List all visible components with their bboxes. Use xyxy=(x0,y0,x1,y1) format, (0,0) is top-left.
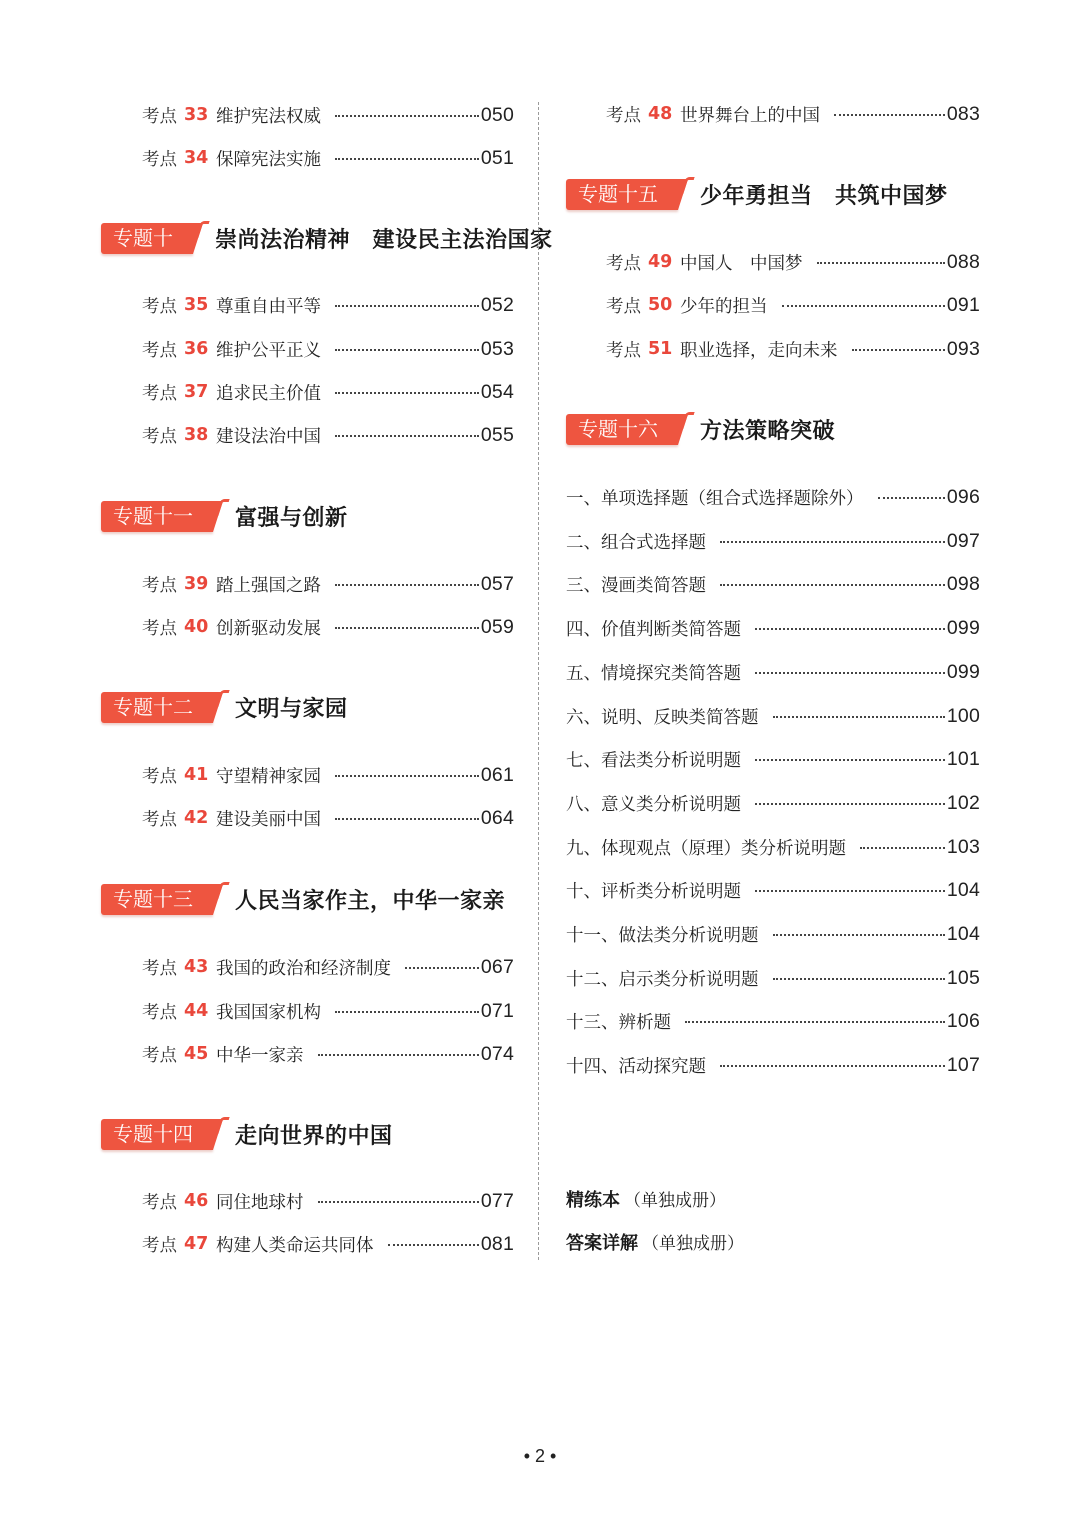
entry-label: 考点 xyxy=(142,575,177,596)
method-title: 九、体现观点（原理）类分析说明题 xyxy=(566,838,846,859)
toc-entry[interactable] xyxy=(606,247,980,277)
dot-leader xyxy=(773,934,945,936)
method-entry[interactable] xyxy=(566,657,980,687)
dot-leader xyxy=(720,541,945,543)
topic-header xyxy=(101,499,348,533)
booklet-entry[interactable] xyxy=(566,1229,744,1255)
entry-title: 职业选择，走向未来 xyxy=(680,340,838,361)
method-entry[interactable] xyxy=(566,613,980,643)
method-page: 097 xyxy=(946,529,980,552)
dot-leader xyxy=(405,967,479,969)
topic-badge xyxy=(101,692,213,723)
method-entry[interactable] xyxy=(566,526,980,556)
entry-number: 35 xyxy=(184,295,209,315)
entry-number: 37 xyxy=(184,382,209,402)
method-title: 十二、启示类分析说明题 xyxy=(566,969,759,990)
topic-badge-label: 专题十六 xyxy=(578,416,658,441)
topic-title: 文明与家园 xyxy=(235,696,348,722)
entry-title: 构建人类命运共同体 xyxy=(216,1235,374,1256)
method-page: 102 xyxy=(946,791,980,814)
entry-title: 保障宪法实施 xyxy=(216,149,321,170)
entry-number: 47 xyxy=(184,1234,209,1254)
topic-title: 人民当家作主，中华一家亲 xyxy=(235,888,506,914)
topic-header xyxy=(101,690,348,724)
method-page: 098 xyxy=(946,572,980,595)
entry-page: 061 xyxy=(480,763,514,786)
entry-number: 42 xyxy=(184,808,209,828)
entry-title: 建设法治中国 xyxy=(216,426,321,447)
toc-entry[interactable] xyxy=(142,612,514,642)
toc-entry[interactable] xyxy=(142,143,514,173)
topic-badge-label: 专题十二 xyxy=(113,694,193,719)
entry-label: 考点 xyxy=(606,253,641,274)
method-entry[interactable] xyxy=(566,919,980,949)
entry-page: 088 xyxy=(946,250,980,273)
toc-entry[interactable] xyxy=(142,1039,514,1069)
entry-page: 052 xyxy=(480,293,514,316)
dot-leader xyxy=(335,392,479,394)
entry-page: 081 xyxy=(480,1232,514,1255)
entry-title: 维护公平正义 xyxy=(216,340,321,361)
toc-entry[interactable] xyxy=(142,377,514,407)
entry-number: 38 xyxy=(184,425,209,445)
entry-number: 43 xyxy=(184,957,209,977)
entry-label: 考点 xyxy=(142,1045,177,1066)
topic-badge xyxy=(566,179,678,210)
dot-leader xyxy=(773,716,945,718)
entry-title: 创新驱动发展 xyxy=(216,618,321,639)
dot-leader xyxy=(335,775,479,777)
entry-label: 考点 xyxy=(142,383,177,404)
dot-leader xyxy=(335,818,479,820)
method-title: 八、意义类分析说明题 xyxy=(566,794,741,815)
dot-leader xyxy=(852,349,945,351)
entry-number: 44 xyxy=(184,1001,209,1021)
badge-corner-mark xyxy=(680,177,695,194)
topic-badge xyxy=(101,884,213,915)
method-page: 106 xyxy=(946,1009,980,1032)
entry-label: 考点 xyxy=(606,105,641,126)
entry-label: 考点 xyxy=(142,1192,177,1213)
entry-number: 40 xyxy=(184,617,209,637)
dot-leader xyxy=(755,628,945,630)
booklet-note: （单独成册） xyxy=(624,1191,726,1211)
method-page: 096 xyxy=(946,485,980,508)
booklet-title: 答案详解 xyxy=(566,1233,638,1254)
entry-page: 083 xyxy=(946,102,980,125)
page-number: • 2 • xyxy=(523,1446,557,1466)
topic-badge xyxy=(566,414,678,445)
entry-label: 考点 xyxy=(142,958,177,979)
entry-page: 055 xyxy=(480,423,514,446)
entry-label: 考点 xyxy=(142,766,177,787)
entry-number: 45 xyxy=(184,1044,209,1064)
topic-title: 走向世界的中国 xyxy=(235,1123,393,1149)
topic-header xyxy=(566,412,835,446)
dot-leader xyxy=(685,1021,945,1023)
topic-badge xyxy=(101,223,193,254)
method-title: 四、价值判断类简答题 xyxy=(566,619,741,640)
entry-title: 少年的担当 xyxy=(680,296,768,317)
method-page: 107 xyxy=(946,1053,980,1076)
dot-leader xyxy=(755,890,945,892)
method-page: 105 xyxy=(946,966,980,989)
entry-title: 我国的政治和经济制度 xyxy=(216,958,391,979)
topic-badge-label: 专题十 xyxy=(113,225,173,250)
topic-badge-label: 专题十五 xyxy=(578,181,658,206)
method-title: 十、评析类分析说明题 xyxy=(566,881,741,902)
entry-page: 051 xyxy=(480,146,514,169)
entry-page: 054 xyxy=(480,380,514,403)
dot-leader xyxy=(755,803,945,805)
method-page: 099 xyxy=(946,660,980,683)
method-entry[interactable] xyxy=(566,963,980,993)
entry-title: 守望精神家园 xyxy=(216,766,321,787)
badge-corner-mark xyxy=(215,882,230,899)
entry-label: 考点 xyxy=(142,1235,177,1256)
entry-number: 51 xyxy=(648,339,673,359)
dot-leader xyxy=(335,349,479,351)
topic-header xyxy=(101,1117,393,1151)
entry-label: 考点 xyxy=(142,149,177,170)
dot-leader xyxy=(817,262,945,264)
entry-label: 考点 xyxy=(142,296,177,317)
dot-leader xyxy=(720,584,945,586)
entry-title: 世界舞台上的中国 xyxy=(680,105,820,126)
entry-number: 49 xyxy=(648,252,673,272)
dot-leader xyxy=(335,115,479,117)
entry-label: 考点 xyxy=(142,340,177,361)
method-page: 099 xyxy=(946,616,980,639)
booklet-entry[interactable] xyxy=(566,1186,726,1212)
method-title: 六、说明、反映类简答题 xyxy=(566,707,759,728)
toc-entry[interactable] xyxy=(142,420,514,450)
method-title: 二、组合式选择题 xyxy=(566,532,706,553)
toc-entry[interactable] xyxy=(142,952,514,982)
dot-leader xyxy=(773,978,945,980)
entry-title: 中国人 中国梦 xyxy=(680,253,803,274)
entry-number: 34 xyxy=(184,148,209,168)
toc-entry[interactable] xyxy=(606,334,980,364)
topic-title: 方法策略突破 xyxy=(700,418,836,444)
topic-title: 富强与创新 xyxy=(235,505,348,531)
badge-corner-mark xyxy=(195,221,210,238)
booklet-note: （单独成册） xyxy=(642,1234,744,1254)
dot-leader xyxy=(335,627,479,629)
method-page: 100 xyxy=(946,704,980,727)
entry-title: 维护宪法权威 xyxy=(216,106,321,127)
entry-title: 尊重自由平等 xyxy=(216,296,321,317)
method-page: 101 xyxy=(946,747,980,770)
method-entry[interactable] xyxy=(566,788,980,818)
method-title: 十四、活动探究题 xyxy=(566,1056,706,1077)
entry-label: 考点 xyxy=(606,296,641,317)
entry-page: 050 xyxy=(480,103,514,126)
method-title: 十三、辨析题 xyxy=(566,1012,671,1033)
toc-entry[interactable] xyxy=(142,1186,514,1216)
topic-badge-label: 专题十四 xyxy=(113,1121,193,1146)
entry-title: 建设美丽中国 xyxy=(216,809,321,830)
entry-number: 50 xyxy=(648,295,673,315)
topic-badge-label: 专题十一 xyxy=(113,503,193,528)
toc-entry[interactable] xyxy=(142,803,514,833)
badge-corner-mark xyxy=(215,690,230,707)
dot-leader xyxy=(318,1201,479,1203)
badge-corner-mark xyxy=(215,499,230,516)
toc-entry[interactable] xyxy=(142,334,514,364)
entry-number: 48 xyxy=(648,104,673,124)
method-entry[interactable] xyxy=(566,569,980,599)
dot-leader xyxy=(878,497,945,499)
method-title: 十一、做法类分析说明题 xyxy=(566,925,759,946)
entry-label: 考点 xyxy=(142,426,177,447)
entry-page: 074 xyxy=(480,1042,514,1065)
entry-page: 093 xyxy=(946,337,980,360)
method-entry[interactable] xyxy=(566,1006,980,1036)
toc-entry[interactable] xyxy=(142,1229,514,1259)
badge-corner-mark xyxy=(215,1117,230,1134)
entry-title: 追求民主价值 xyxy=(216,383,321,404)
topic-badge xyxy=(101,501,213,532)
entry-title: 中华一家亲 xyxy=(216,1045,304,1066)
method-page: 104 xyxy=(946,878,980,901)
topic-title: 少年勇担当 共筑中国梦 xyxy=(700,183,948,209)
entry-page: 067 xyxy=(480,955,514,978)
toc-entry[interactable] xyxy=(142,996,514,1026)
entry-label: 考点 xyxy=(142,618,177,639)
dot-leader xyxy=(335,584,479,586)
toc-entry[interactable] xyxy=(142,569,514,599)
dot-leader xyxy=(755,759,945,761)
dot-leader xyxy=(782,305,945,307)
entry-number: 46 xyxy=(184,1191,209,1211)
entry-number: 36 xyxy=(184,339,209,359)
dot-leader xyxy=(335,435,479,437)
dot-leader xyxy=(755,672,945,674)
toc-entry[interactable] xyxy=(606,290,980,320)
entry-label: 考点 xyxy=(606,340,641,361)
entry-number: 39 xyxy=(184,574,209,594)
dot-leader xyxy=(834,114,945,116)
method-entry[interactable] xyxy=(566,701,980,731)
booklet-title: 精练本 xyxy=(566,1190,620,1211)
method-title: 一、单项选择题（组合式选择题除外） xyxy=(566,488,864,509)
entry-title: 我国国家机构 xyxy=(216,1002,321,1023)
toc-entry[interactable] xyxy=(142,100,514,130)
method-entry[interactable] xyxy=(566,744,980,774)
dot-leader xyxy=(335,305,479,307)
dot-leader xyxy=(860,847,945,849)
method-title: 五、情境探究类简答题 xyxy=(566,663,741,684)
dot-leader xyxy=(720,1065,945,1067)
entry-label: 考点 xyxy=(142,1002,177,1023)
entry-page: 057 xyxy=(480,572,514,595)
method-title: 三、漫画类简答题 xyxy=(566,575,706,596)
entry-page: 077 xyxy=(480,1189,514,1212)
method-entry[interactable] xyxy=(566,832,980,862)
topic-header xyxy=(566,177,948,211)
method-entry[interactable] xyxy=(566,482,980,512)
entry-page: 059 xyxy=(480,615,514,638)
toc-entry[interactable] xyxy=(142,290,514,320)
entry-page: 071 xyxy=(480,999,514,1022)
dot-leader xyxy=(318,1054,479,1056)
topic-title: 崇尚法治精神 建设民主法治国家 xyxy=(215,227,553,253)
entry-page: 091 xyxy=(946,293,980,316)
entry-label: 考点 xyxy=(142,106,177,127)
method-entry[interactable] xyxy=(566,875,980,905)
method-title: 七、看法类分析说明题 xyxy=(566,750,741,771)
topic-badge xyxy=(101,1119,213,1150)
entry-number: 41 xyxy=(184,765,209,785)
toc-entry[interactable] xyxy=(606,99,980,129)
entry-number: 33 xyxy=(184,105,209,125)
topic-header xyxy=(101,882,505,916)
dot-leader xyxy=(335,158,479,160)
entry-page: 064 xyxy=(480,806,514,829)
topic-header xyxy=(101,221,553,255)
dot-leader xyxy=(388,1244,479,1246)
method-entry[interactable] xyxy=(566,1050,980,1080)
toc-entry[interactable] xyxy=(142,760,514,790)
method-page: 103 xyxy=(946,835,980,858)
entry-page: 053 xyxy=(480,337,514,360)
entry-title: 踏上强国之路 xyxy=(216,575,321,596)
entry-title: 同住地球村 xyxy=(216,1192,304,1213)
method-page: 104 xyxy=(946,922,980,945)
badge-corner-mark xyxy=(680,412,695,429)
dot-leader xyxy=(335,1011,479,1013)
entry-label: 考点 xyxy=(142,809,177,830)
topic-badge-label: 专题十三 xyxy=(113,886,193,911)
column-divider xyxy=(538,102,539,1260)
